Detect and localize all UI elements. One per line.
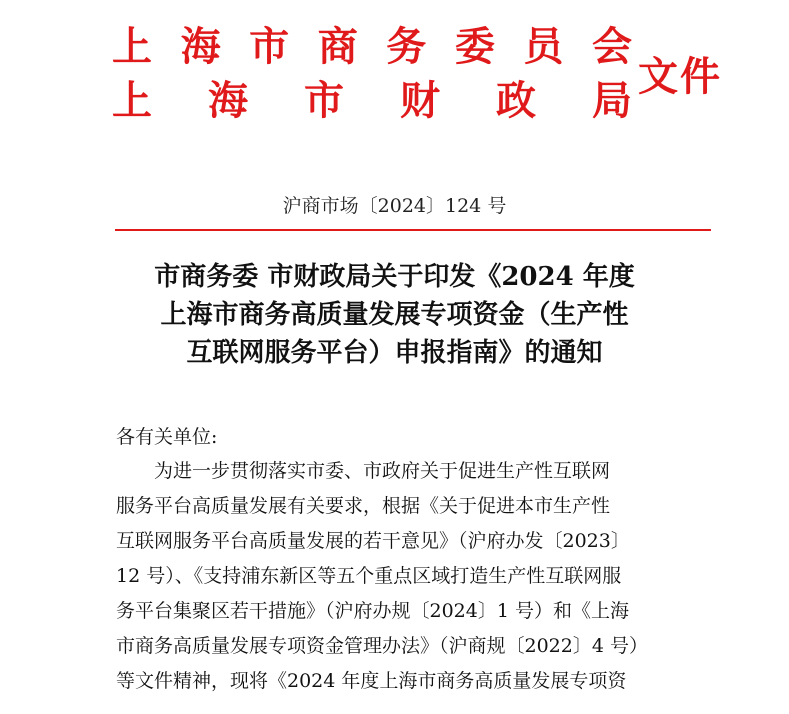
- document-type-label: 文件: [638, 53, 722, 100]
- body-line: 等文件精神，现将《2024 年度上海市商务高质量发展专项资: [116, 670, 627, 692]
- issuer-char: 海: [180, 23, 221, 70]
- issuer-header: [112, 20, 632, 128]
- issuer-char: 员: [523, 23, 564, 70]
- issuer-char: 海: [208, 77, 248, 124]
- document-title: [60, 258, 729, 372]
- salutation: 各有关单位:: [116, 426, 218, 448]
- issuer-char: 会: [591, 23, 632, 70]
- issuer-char: 商: [317, 23, 358, 70]
- body-paragraph: [116, 454, 676, 699]
- body-line: 12 号）、《支持浦东新区等五个重点区域打造生产性互联网服: [116, 565, 622, 587]
- red-divider-line: [115, 229, 711, 231]
- body-line: 为进一步贯彻落实市委、市政府关于促进生产性互联网: [154, 460, 611, 482]
- body-line: 市商务高质量发展专项资金管理办法》（沪商规〔2022〕4 号）: [116, 635, 648, 657]
- issuer-char: 委: [454, 23, 495, 70]
- issuer-char: 上: [112, 77, 152, 124]
- issuer-line-finance-bureau: [112, 74, 632, 128]
- issuer-char: 财: [400, 77, 440, 124]
- issuer-char: 市: [249, 23, 290, 70]
- body-line: 务平台集聚区若干措施》（沪府办规〔2024〕1 号）和《上海: [116, 600, 629, 622]
- issuer-char: 局: [592, 77, 632, 124]
- issuer-char: 市: [304, 77, 344, 124]
- issuer-char: 务: [386, 23, 427, 70]
- title-line: 市商务委 市财政局关于印发《2024 年度: [154, 262, 635, 292]
- issuer-char: 上: [112, 23, 152, 70]
- body-line: 服务平台高质量发展有关要求，根据《关于促进本市生产性: [116, 495, 611, 517]
- issuer-char: 政: [496, 77, 536, 124]
- title-line: 互联网服务平台）申报指南》的通知: [186, 338, 603, 368]
- issuer-line-commerce-commission: [112, 20, 632, 74]
- body-line: 互联网服务平台高质量发展的若干意见》（沪府办发〔2023〕: [116, 530, 630, 552]
- title-line: 上海市商务高质量发展专项资金（生产性: [160, 300, 629, 330]
- document-number: 沪商市场〔2024〕124 号: [282, 195, 507, 217]
